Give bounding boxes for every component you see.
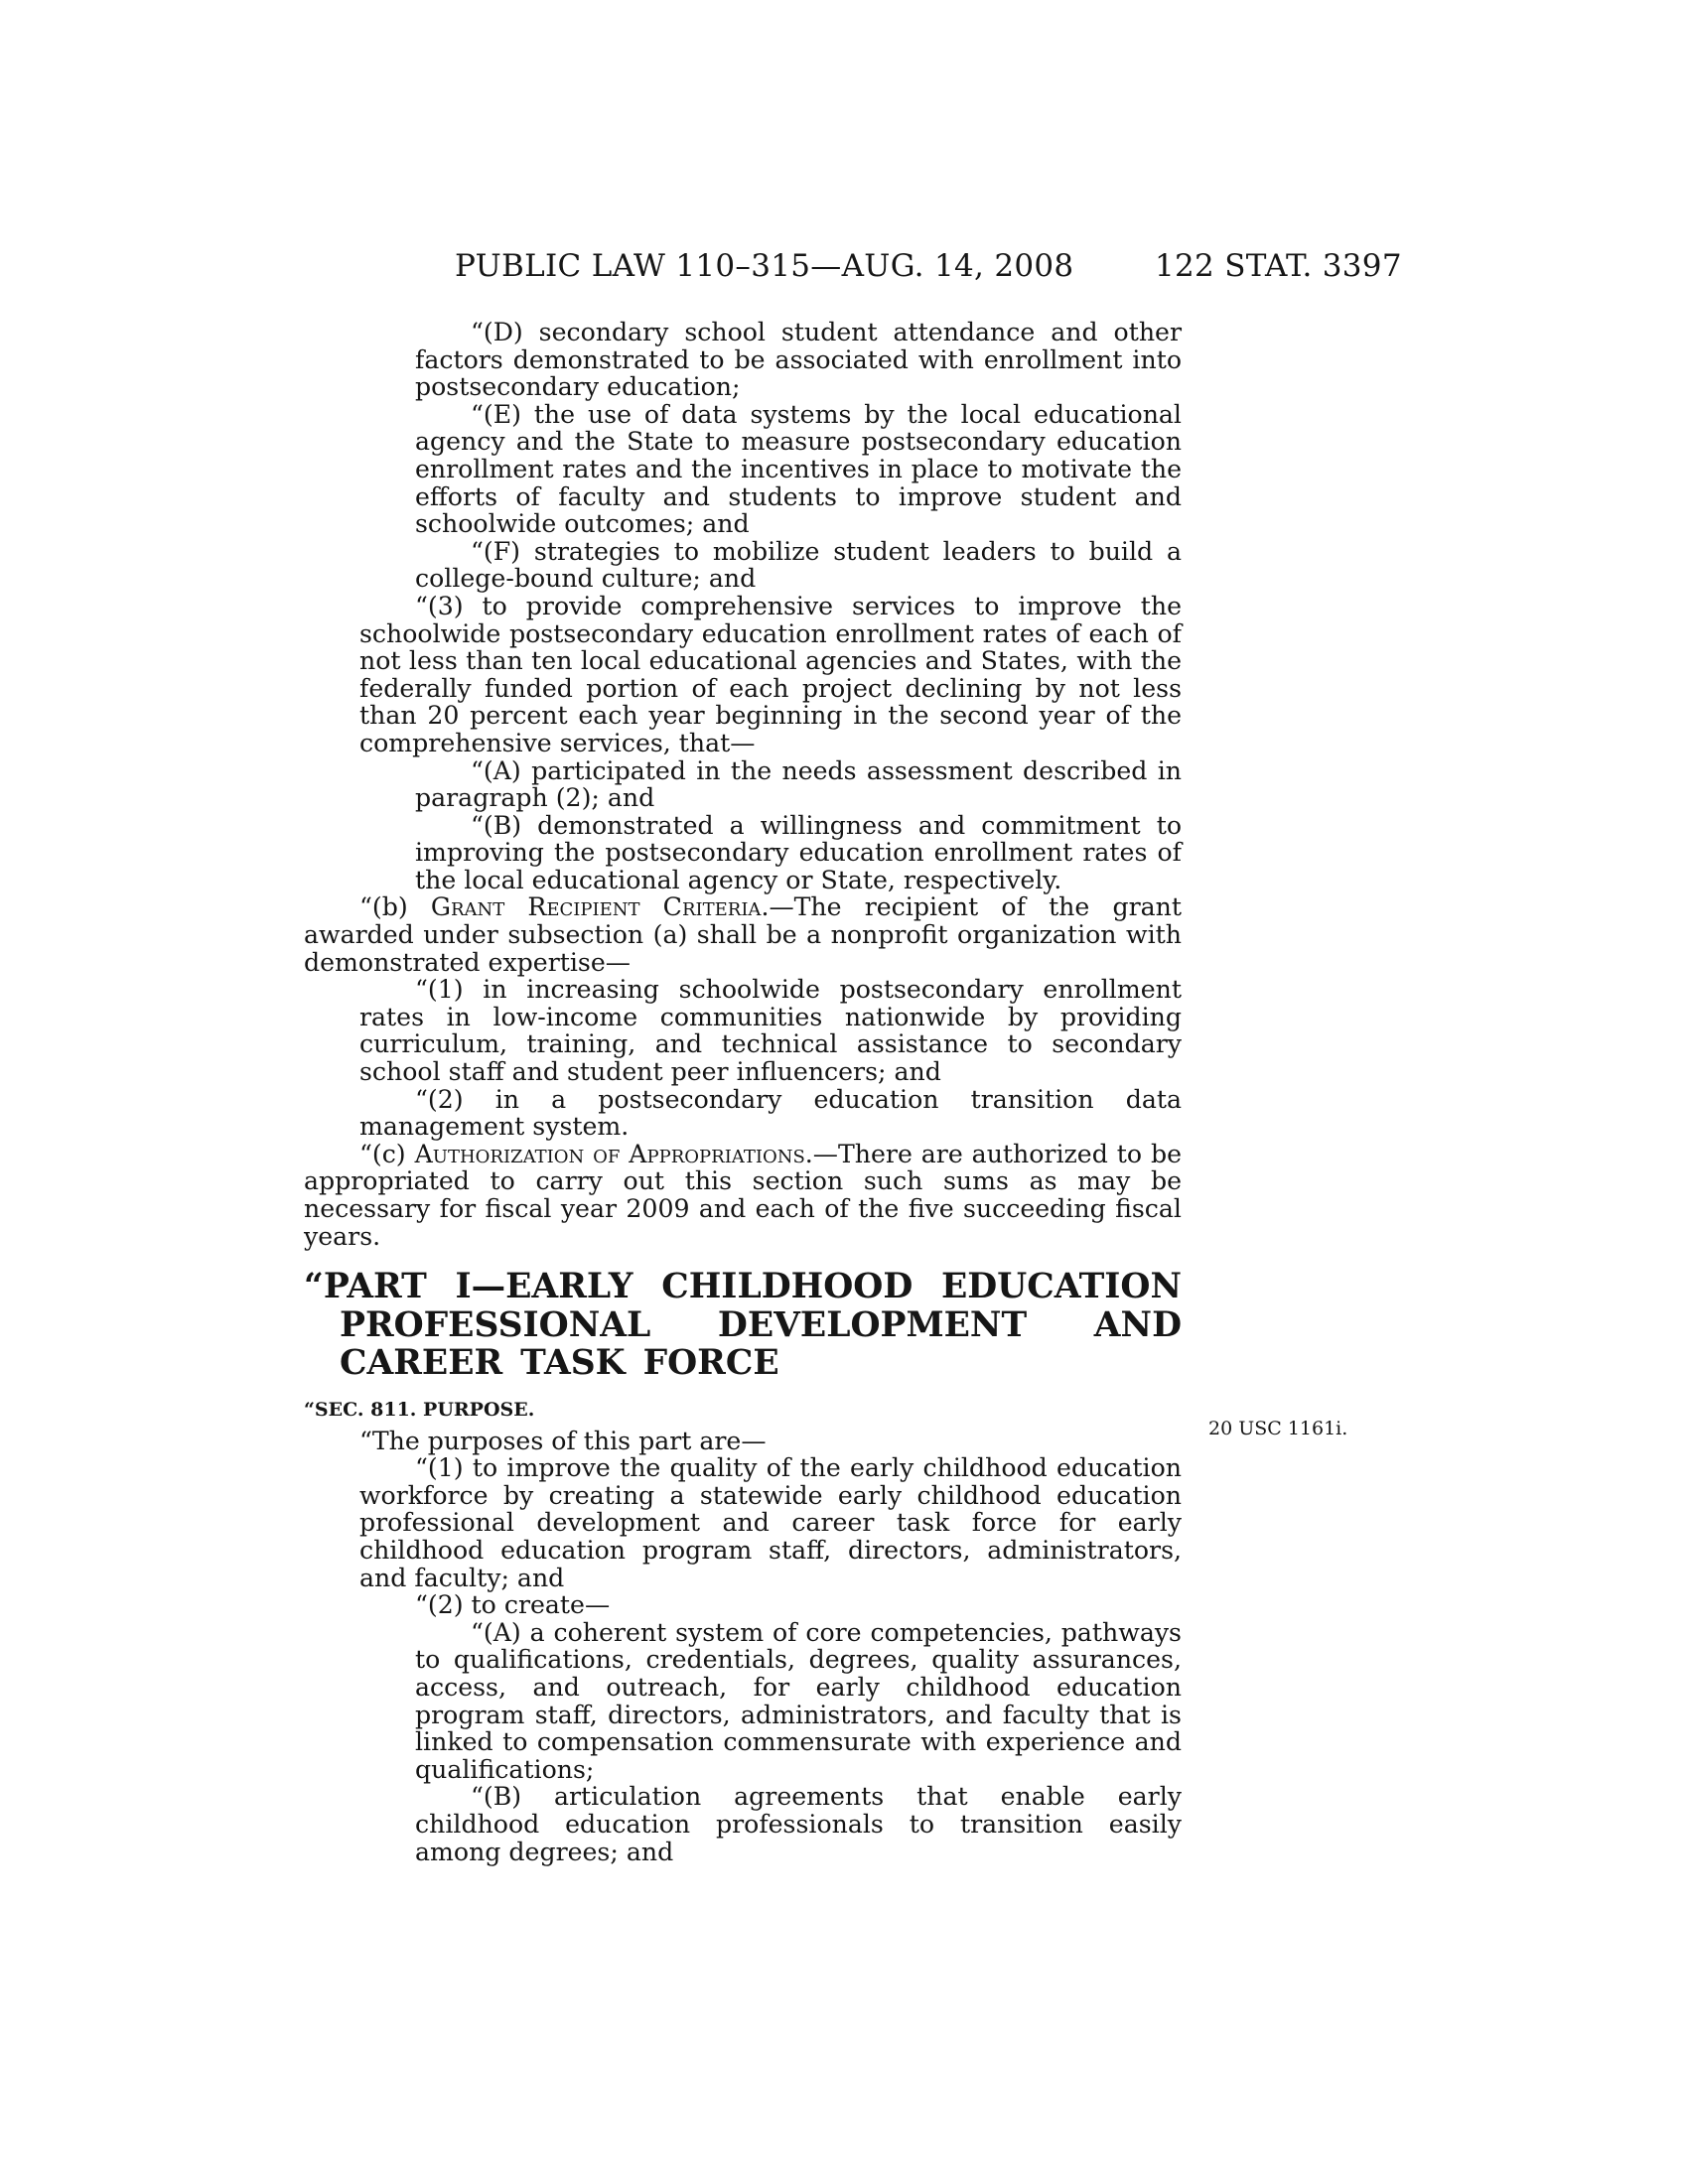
subsection-b-item-1: “(1) in increasing schoolwide postsecondary enrollment rates in low-income communities nationwide by providing curriculum, training, and technical assistance to secondary school staff and student peer influencers; and — [359, 975, 1182, 1087]
margin-note-usc: 20 USC 1161i. — [1208, 1418, 1348, 1439]
subsection-b-item-2: “(2) in a postsecondary education transition data management system. — [359, 1084, 1182, 1142]
paragraph-3b: “(B) demonstrated a willingness and commitment to improving the postsecondary education enrollment rates of the local educational agency or State, respectively. — [415, 810, 1182, 894]
purpose-intro: “The purposes of this part are— — [359, 1426, 767, 1455]
subsection-b-heading: Grant Recipient Criteria — [430, 892, 762, 922]
paragraph-d: “(D) secondary school student attendance and other factors demonstrated to be associated with enrollment into postsecondary education; — [415, 318, 1182, 402]
subsection-c-text: .—There are authorized to be appropriated to carry out this section such sums as may be necessary for fiscal year 2009 and each of the five succeeding fiscal years. — [304, 1139, 1182, 1251]
running-head-stat: 122 STAT. 3397 — [1155, 248, 1402, 284]
paragraph-f: “(F) strategies to mobilize student leaders to build a college-bound culture; and — [415, 536, 1182, 594]
running-head-law: PUBLIC LAW 110–315—AUG. 14, 2008 — [455, 248, 1074, 284]
paragraph-e: “(E) the use of data systems by the local educational agency and the State to measure postsecondary education enrollment rates and the incentives in place to motivate the efforts of faculty and students to improve student and schoolwide outcomes; and — [415, 399, 1182, 539]
purpose-item-1: “(1) to improve the quality of the early childhood education workforce by creating a statewide early childhood education professional development and career task force for early childhood education program staff, directors, administrators, and faculty; and — [359, 1453, 1182, 1592]
purpose-item-a: “(A) a coherent system of core competencies, pathways to qualifications, credentials, degrees, quality assurances, access, and outreach, for early childhood education program staff, directors, administrators, and faculty that is linked to compensation commensurate with experience and qualifications; — [415, 1617, 1182, 1784]
part-heading: “PART I—EARLY CHILDHOOD EDUCATION PROFESSIONAL DEVELOPMENT AND CAREER TASK FORCE — [304, 1267, 1182, 1384]
purpose-item-2: “(2) to create— — [415, 1590, 611, 1620]
subsection-c-heading: Authorization of Appropriations — [414, 1139, 805, 1168]
subsection-c-prefix: “(c) — [359, 1139, 415, 1168]
paragraph-3: “(3) to provide comprehensive services to improve the schoolwide postsecondary education enrollment rates of each of not less than ten local educational agencies and States, with the federally funded portion of each project declining by not less than 20 percent each year beginning in the second year of the comprehensive services, that— — [359, 591, 1182, 757]
body-text — [304, 319, 1182, 1865]
subsection-c — [304, 1141, 1182, 1250]
subsection-b-prefix: “(b) — [359, 892, 431, 922]
subsection-b-text: .—The recipient of the grant awarded under subsection (a) shall be a nonprofit organization with demonstrated expertise— — [304, 892, 1182, 977]
paragraph-3a: “(A) participated in the needs assessment described in paragraph (2); and — [415, 755, 1182, 813]
purpose-item-b: “(B) articulation agreements that enable early childhood education professionals to transition easily among degrees; and — [415, 1782, 1182, 1866]
subsection-b — [304, 893, 1182, 976]
section-heading: “SEC. 811. PURPOSE. — [304, 1398, 535, 1421]
